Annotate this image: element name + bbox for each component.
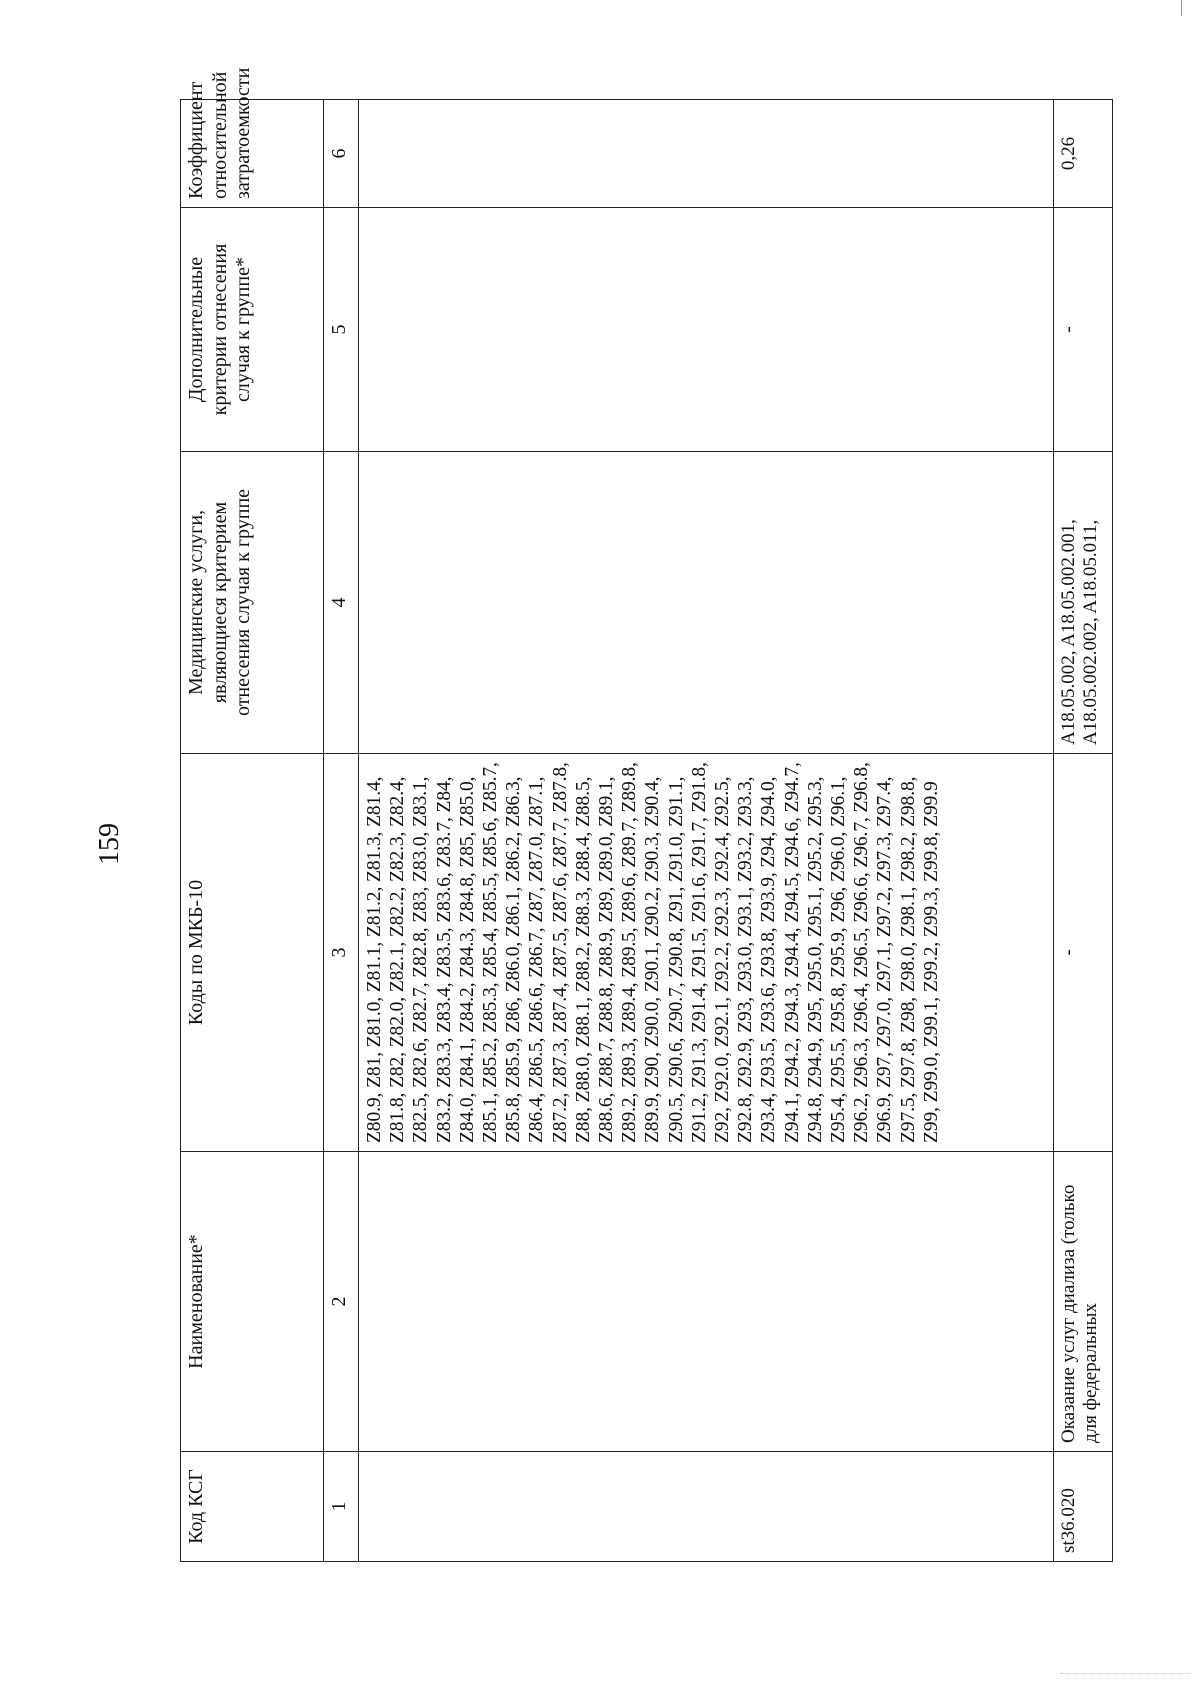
- header-mkb-codes: Коды по МКБ-10: [181, 754, 324, 1152]
- table-row: [1054, 100, 1113, 1562]
- column-number: 2: [324, 1152, 359, 1452]
- services-cell: [359, 452, 1054, 754]
- mkb-codes-cell: -: [1054, 754, 1113, 1152]
- ksg-table: [180, 67, 1113, 1562]
- coefficient-cell: 0,26: [1054, 100, 1113, 208]
- column-number: 5: [324, 208, 359, 452]
- header-medical-services: Медицинские услуги, являющиеся критерием отнесения случая к группе: [181, 452, 324, 754]
- column-number: 4: [324, 452, 359, 754]
- page-number: 159: [94, 823, 125, 865]
- extra-criteria-cell: [359, 208, 1054, 452]
- header-name: Наименование*: [181, 1152, 324, 1452]
- services-cell: A18.05.002, A18.05.002.001, A18.05.002.002, A18.05.011,: [1054, 452, 1113, 754]
- ksg-code-cell: st36.020: [1054, 1452, 1113, 1562]
- header-extra-criteria: Дополнительные критерии отнесения случая к группе*: [181, 208, 324, 452]
- extra-criteria-cell: -: [1054, 208, 1113, 452]
- table-row: [359, 100, 1054, 1562]
- column-number: 3: [324, 754, 359, 1152]
- scan-bottom-line: [1060, 1673, 1190, 1674]
- rotated-page-content: [180, 67, 1102, 1562]
- scan-edge-mark: [1181, 0, 1182, 16]
- column-number-row: [324, 100, 359, 1562]
- coefficient-cell: [359, 100, 1054, 208]
- name-cell: Оказание услуг диализа (только для федеральных: [1054, 1152, 1113, 1452]
- column-number: 6: [324, 100, 359, 208]
- column-number: 1: [324, 1452, 359, 1562]
- header-ksg-code: Код КСГ: [181, 1452, 324, 1562]
- ksg-code-cell: [359, 1452, 1054, 1562]
- mkb-codes-cell: Z80.9, Z81, Z81.0, Z81.1, Z81.2, Z81.3, Z81.4, Z81.8, Z82, Z82.0, Z82.1, Z82.2, Z82.3, Z82.4, Z82.5, Z82.6, Z82.7, Z82.8, Z83, Z83.0, Z83.1, Z83.2, Z83.3, Z83.4, Z83.5, Z83.6, Z83.7, Z84, Z84.0, Z84.1, Z84.2, Z84.3, Z84.8, Z85, Z85.0, Z85.1, Z85.2, Z85.3, Z85.4, Z85.5, Z85.6, Z85.7, Z85.8, Z85.9, Z86, Z86.0, Z86.1, Z86.2, Z86.3, Z86.4, Z86.5, Z86.6, Z86.7, Z87, Z87.0, Z87.1, Z87.2, Z87.3, Z87.4, Z87.5, Z87.6, Z87.7, Z87.8, Z88, Z88.0, Z88.1, Z88.2, Z88.3, Z88.4, Z88.5, Z88.6, Z88.7, Z88.8, Z88.9, Z89, Z89.0, Z89.1, Z89.2, Z89.3, Z89.4, Z89.5, Z89.6, Z89.7, Z89.8, Z89.9, Z90, Z90.0, Z90.1, Z90.2, Z90.3, Z90.4, Z90.5, Z90.6, Z90.7, Z90.8, Z91, Z91.0, Z91.1, Z91.2, Z91.3, Z91.4, Z91.5, Z91.6, Z91.7, Z91.8, Z92, Z92.0, Z92.1, Z92.2, Z92.3, Z92.4, Z92.5, Z92.8, Z92.9, Z93, Z93.0, Z93.1, Z93.2, Z93.3, Z93.4, Z93.5, Z93.6, Z93.8, Z93.9, Z94, Z94.0, Z94.1, Z94.2, Z94.3, Z94.4, Z94.5, Z94.6, Z94.7, Z94.8, Z94.9, Z95, Z95.0, Z95.1, Z95.2, Z95.3, Z95.4, Z95.5, Z95.8, Z95.9, Z96, Z96.0, Z96.1, Z96.2, Z96.3, Z96.4, Z96.5, Z96.6, Z96.7, Z96.8, Z96.9, Z97, Z97.0, Z97.1, Z97.2, Z97.3, Z97.4, Z97.5, Z97.8, Z98, Z98.0, Z98.1, Z98.2, Z98.8, Z99, Z99.0, Z99.1, Z99.2, Z99.3, Z99.8, Z99.9: [359, 754, 1054, 1152]
- table-header-row: [181, 100, 324, 1562]
- header-cost-coefficient: Коэффициент относительной затратоемкости: [181, 100, 324, 208]
- name-cell: [359, 1152, 1054, 1452]
